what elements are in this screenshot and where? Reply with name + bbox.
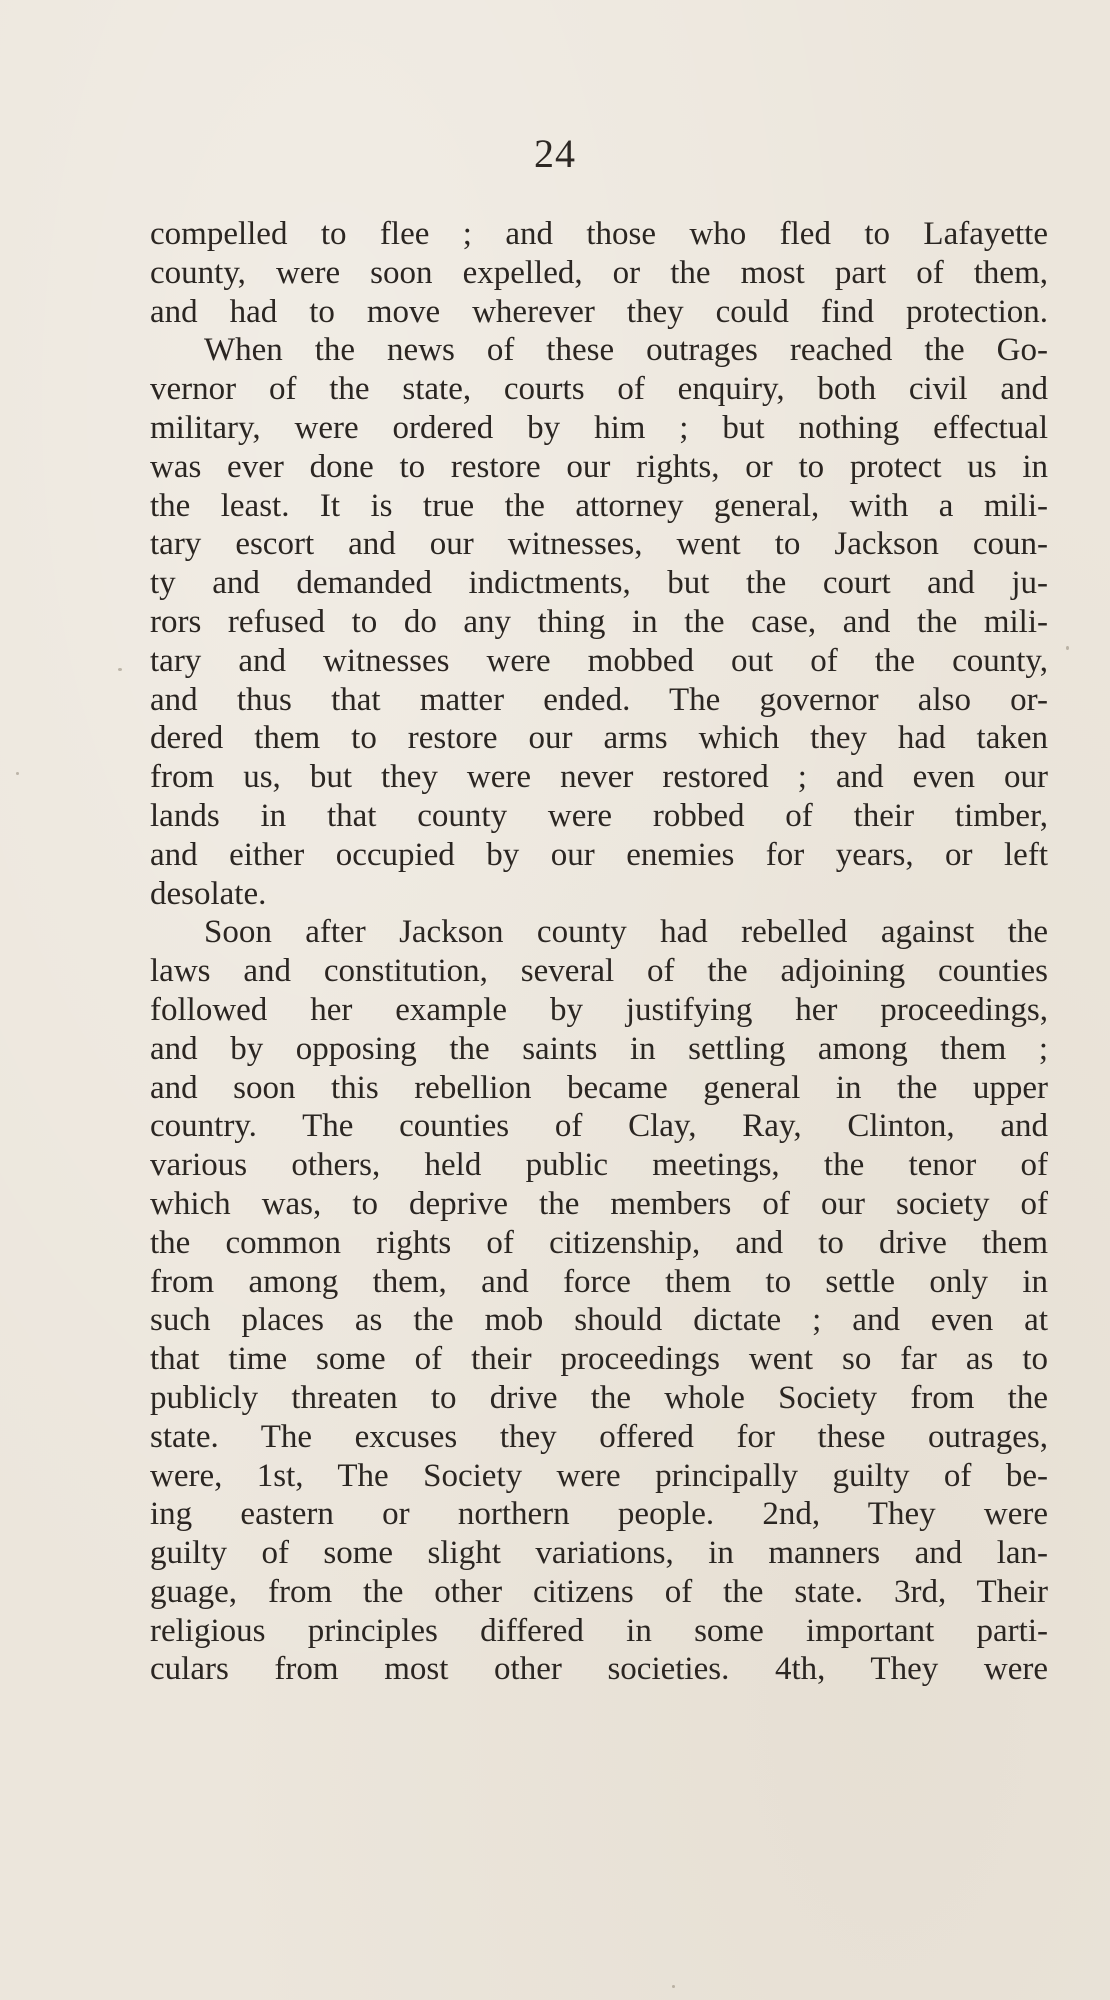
- text-line: the common rights of citizenship, and to drive them: [150, 1224, 1048, 1261]
- text-line: tary escort and our witnesses, went to Jackson coun-: [150, 526, 1048, 563]
- text-line: and by opposing the saints in settling among them ;: [150, 1030, 1048, 1067]
- text-line: various others, held public meetings, the tenor of: [150, 1147, 1048, 1184]
- text-line: followed her example by justifying her proceedings,: [150, 991, 1048, 1028]
- text-line: state. The excuses they offered for these outrages,: [150, 1418, 1048, 1455]
- text-line: the least. It is true the attorney general, with a mili-: [150, 487, 1048, 524]
- text-line: that time some of their proceedings went so far as to: [150, 1341, 1048, 1378]
- text-line: and soon this rebellion became general in the upper: [150, 1069, 1048, 1106]
- paper-speck: [1066, 646, 1069, 650]
- paper-speck: [16, 772, 19, 775]
- text-line: rors refused to do any thing in the case, and the mili-: [150, 603, 1048, 640]
- text-line: and thus that matter ended. The governor also or-: [150, 681, 1048, 718]
- text-line: vernor of the state, courts of enquiry, both civil and: [150, 371, 1048, 408]
- text-line: Soon after Jackson county had rebelled against the: [204, 914, 1048, 951]
- page-number: 24: [534, 131, 576, 176]
- text-line: guilty of some slight variations, in manners and lan-: [150, 1535, 1048, 1572]
- text-line: When the news of these outrages reached the Go-: [204, 332, 1048, 369]
- text-line: from us, but they were never restored ; and even our: [150, 759, 1048, 796]
- text-line: was ever done to restore our rights, or to protect us in: [150, 448, 1048, 485]
- text-line: such places as the mob should dictate ; and even at: [150, 1302, 1048, 1339]
- text-line: dered them to restore our arms which they had taken: [150, 720, 1048, 757]
- paper-speck: [118, 668, 122, 671]
- text-line: county, were soon expelled, or the most part of them,: [150, 254, 1048, 291]
- paper-speck: [672, 1985, 675, 1988]
- text-line: country. The counties of Clay, Ray, Clinton, and: [150, 1108, 1048, 1145]
- text-line: lands in that county were robbed of their timber,: [150, 797, 1048, 834]
- text-line: laws and constitution, several of the adjoining counties: [150, 953, 1048, 990]
- text-line: and either occupied by our enemies for years, or left: [150, 836, 1048, 873]
- text-line: which was, to deprive the members of our society of: [150, 1185, 1048, 1222]
- text-line: military, were ordered by him ; but nothing effectual: [150, 409, 1048, 446]
- text-line: and had to move wherever they could find protection.: [150, 293, 1048, 330]
- text-line: ty and demanded indictments, but the court and ju-: [150, 565, 1048, 602]
- text-line: guage, from the other citizens of the state. 3rd, Their: [150, 1573, 1048, 1610]
- text-line: publicly threaten to drive the whole Society from the: [150, 1379, 1048, 1416]
- text-line: from among them, and force them to settle only in: [150, 1263, 1048, 1300]
- text-line: compelled to flee ; and those who fled to Lafayette: [150, 216, 1048, 252]
- text-line: were, 1st, The Society were principally guilty of be-: [150, 1457, 1048, 1494]
- text-line: desolate.: [150, 875, 267, 912]
- text-line: culars from most other societies. 4th, They were: [150, 1651, 1048, 1688]
- text-line: tary and witnesses were mobbed out of the county,: [150, 642, 1048, 679]
- text-line: religious principles differed in some important parti-: [150, 1612, 1048, 1649]
- body-text: [150, 215, 1048, 1689]
- text-line: ing eastern or northern people. 2nd, They were: [150, 1496, 1048, 1533]
